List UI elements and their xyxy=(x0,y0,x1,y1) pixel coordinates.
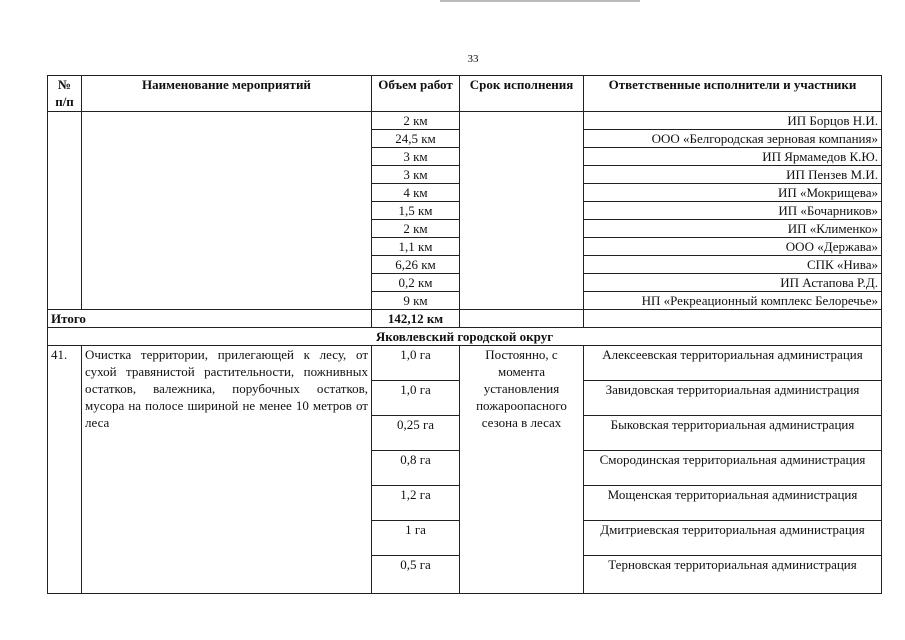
item-term: Постоянно, с момента установления пожароопасного сезона в лесах xyxy=(460,346,584,594)
table-header-row xyxy=(48,76,882,112)
section-row xyxy=(48,328,882,346)
responsible-cell: Дмитриевская территориальная администрация xyxy=(584,521,882,556)
top-border-line xyxy=(440,0,640,2)
header-term: Срок исполнения xyxy=(460,76,584,112)
volume-cell: 1,0 га xyxy=(372,381,460,416)
table-row xyxy=(48,346,882,381)
total-label: Итого xyxy=(48,310,372,328)
responsible-cell: Смородинская территориальная администрация xyxy=(584,451,882,486)
responsible-cell: ИП «Мокрищева» xyxy=(584,184,882,202)
volume-cell: 6,26 км xyxy=(372,256,460,274)
volume-cell: 4 км xyxy=(372,184,460,202)
total-term-cell xyxy=(460,310,584,328)
responsible-cell: ИП «Клименко» xyxy=(584,220,882,238)
responsible-cell: НП «Рекреационный комплекс Белоречье» xyxy=(584,292,882,310)
prev-term-cell xyxy=(460,112,584,310)
volume-cell: 0,8 га xyxy=(372,451,460,486)
responsible-cell: Завидовская территориальная администрация xyxy=(584,381,882,416)
item-num: 41. xyxy=(48,346,82,594)
volume-cell: 2 км xyxy=(372,112,460,130)
responsible-cell: ИП «Бочарников» xyxy=(584,202,882,220)
total-value: 142,12 км xyxy=(372,310,460,328)
section-title: Яковлевский городской округ xyxy=(48,328,882,346)
volume-cell: 9 км xyxy=(372,292,460,310)
table-row xyxy=(48,112,882,130)
volume-cell: 3 км xyxy=(372,148,460,166)
responsible-cell: ИП Борцов Н.И. xyxy=(584,112,882,130)
responsible-cell: ООО «Белгородская зерновая компания» xyxy=(584,130,882,148)
responsible-cell: Мощенская территориальная администрация xyxy=(584,486,882,521)
responsible-cell: Алексеевская территориальная администрация xyxy=(584,346,882,381)
total-responsible-cell xyxy=(584,310,882,328)
page-number: 33 xyxy=(467,53,479,65)
item-name: Очистка территории, прилегающей к лесу, от сухой травянистой растительности, пожнивных остатков, валежника, порубочных остатков, мусора на полосе шириной не менее 10 метров от леса xyxy=(82,346,372,594)
prev-num-cell xyxy=(48,112,82,310)
volume-cell: 2 км xyxy=(372,220,460,238)
header-volume: Объем работ xyxy=(372,76,460,112)
volume-cell: 1,0 га xyxy=(372,346,460,381)
volume-cell: 1,5 км xyxy=(372,202,460,220)
header-name: Наименование мероприятий xyxy=(82,76,372,112)
responsible-cell: ИП Пензев М.И. xyxy=(584,166,882,184)
volume-cell: 24,5 км xyxy=(372,130,460,148)
measures-table xyxy=(47,75,882,594)
responsible-cell: СПК «Нива» xyxy=(584,256,882,274)
total-row xyxy=(48,310,882,328)
responsible-cell: ООО «Держава» xyxy=(584,238,882,256)
prev-name-cell xyxy=(82,112,372,310)
responsible-cell: ИП Астапова Р.Д. xyxy=(584,274,882,292)
header-responsible: Ответственные исполнители и участники xyxy=(584,76,882,112)
volume-cell: 1 га xyxy=(372,521,460,556)
volume-cell: 1,2 га xyxy=(372,486,460,521)
volume-cell: 3 км xyxy=(372,166,460,184)
volume-cell: 0,5 га xyxy=(372,556,460,594)
volume-cell: 1,1 км xyxy=(372,238,460,256)
responsible-cell: Терновская территориальная администрация xyxy=(584,556,882,594)
volume-cell: 0,25 га xyxy=(372,416,460,451)
responsible-cell: ИП Ярмамедов К.Ю. xyxy=(584,148,882,166)
header-num: № п/п xyxy=(48,76,82,112)
responsible-cell: Быковская территориальная администрация xyxy=(584,416,882,451)
volume-cell: 0,2 км xyxy=(372,274,460,292)
